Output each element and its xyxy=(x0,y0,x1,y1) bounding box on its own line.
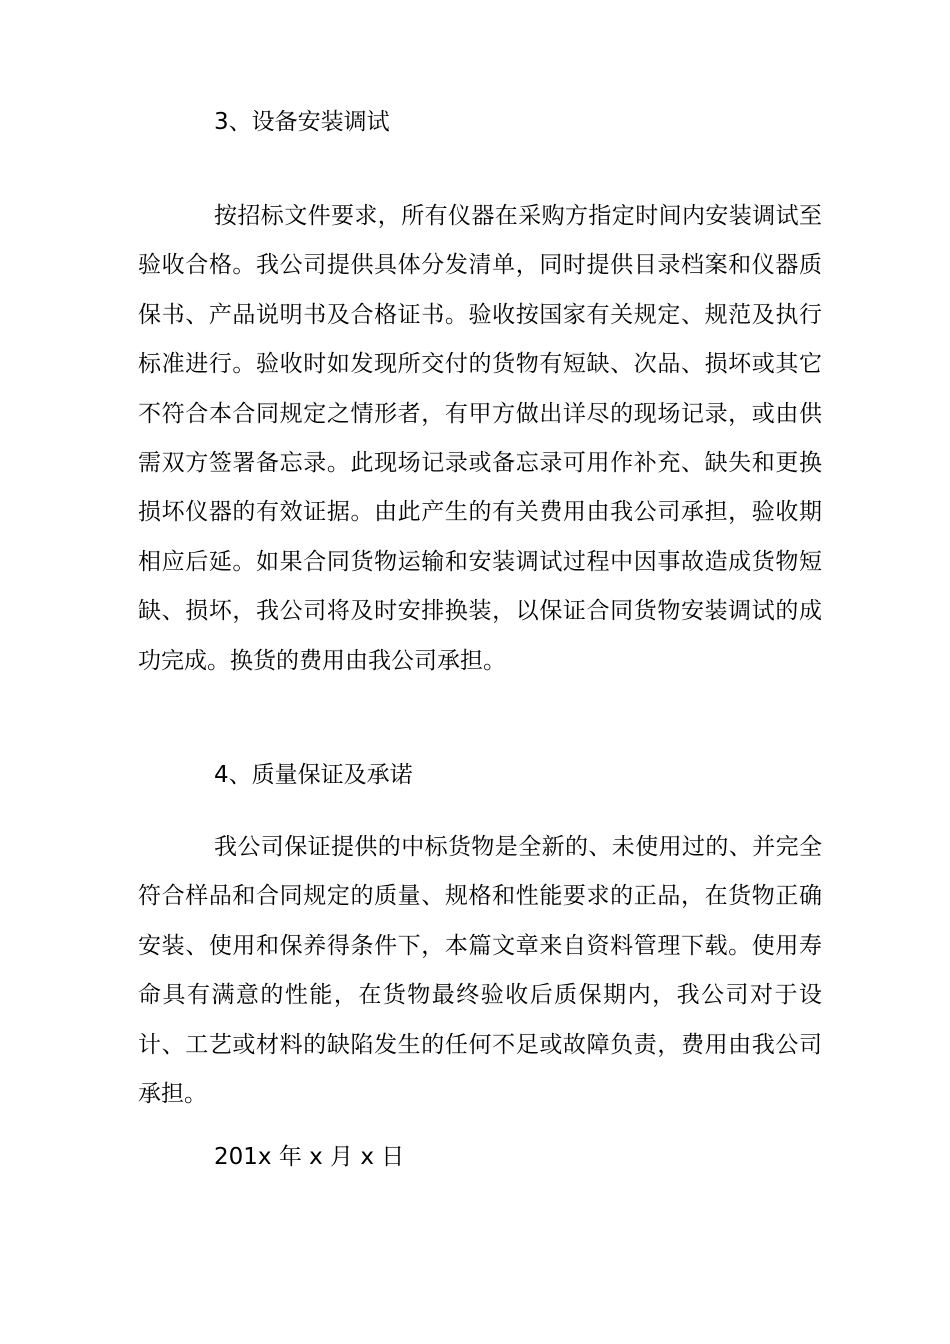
section-4-body: 我公司保证提供的中标货物是全新的、未使用过的、并完全符合样品和合同规定的质量、规格和性能要求的正品，在货物正确安装、使用和保养得条件下，本篇文章来自资料管理下载。使用寿命具有满意的性能，在货物最终验收后质保期内，我公司对于设计、工艺或材料的缺陷发生的任何不足或故障负责，费用由我公司承担。 xyxy=(138,834,822,1108)
section-3-body: 按招标文件要求，所有仪器在采购方指定时间内安装调试至验收合格。我公司提供具体分发清单，同时提供目录档案和仪器质保书、产品说明书及合格证书。验收按国家有关规定、规范及执行标准进行。验收时如发现所交付的货物有短缺、次品、损坏或其它不符合本合同规定之情形者，有甲方做出详尽的现场记录，或由供需双方签署备忘录。此现场记录或备忘录可用作补充、缺失和更换损坏仪器的有效证据。由此产生的有关费用由我公司承担，验收期相应后延。如果合同货物运输和安装调试过程中因事故造成货物短缺、损坏，我公司将及时安排换装，以保证合同货物安装调试的成功完成。换货的费用由我公司承担。 xyxy=(138,203,822,674)
section-4-heading: 4、质量保证及承诺 xyxy=(214,762,413,788)
document-date: 201x 年 x 月 x 日 xyxy=(214,1144,405,1170)
section-3-heading: 3、设备安装调试 xyxy=(214,109,390,135)
